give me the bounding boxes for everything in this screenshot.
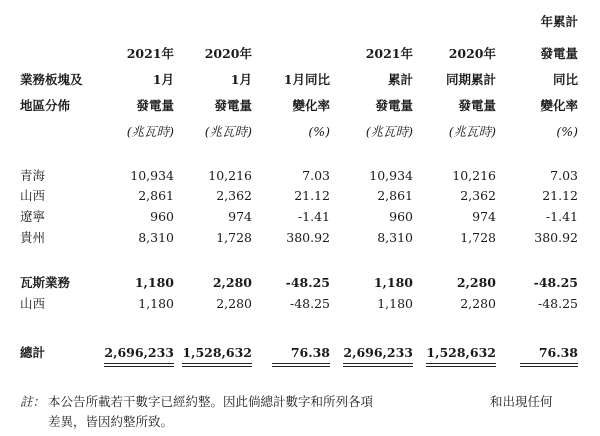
- table-cell: 76.38: [290, 345, 330, 360]
- column-header-6-line-3: 同比: [552, 72, 578, 87]
- table-cell: 7.03: [302, 168, 330, 183]
- table-cell: 76.38: [538, 345, 578, 360]
- column-unit-6: (%): [556, 124, 578, 139]
- column-unit-1: (兆瓦時): [126, 124, 174, 139]
- row-label: 遼寧: [20, 209, 46, 224]
- table-cell: -48.25: [289, 296, 330, 311]
- column-header-5-line-3: 同期累計: [445, 72, 496, 87]
- table-cell: 8,310: [138, 230, 174, 245]
- table-cell: 380.92: [534, 230, 578, 245]
- total-double-rule: [343, 363, 413, 364]
- note-line-1-tail: 和出現任何: [490, 394, 553, 409]
- column-header-3-line-4: 變化率: [292, 98, 330, 113]
- column-unit-5: (兆瓦時): [448, 124, 496, 139]
- column-header-2-line-3: 1月: [230, 72, 252, 87]
- column-header-6-line-1: 年累計: [540, 14, 578, 29]
- row-label: 青海: [20, 168, 46, 183]
- table-cell: 2,861: [377, 188, 413, 203]
- column-header-1-line-4: 發電量: [136, 98, 174, 113]
- total-double-rule: [182, 366, 252, 367]
- table-cell: 1,180: [134, 275, 174, 290]
- table-cell: 974: [228, 209, 252, 224]
- table-cell: 974: [472, 209, 496, 224]
- note-line-1: 本公告所載若干數字已經約整。因此倘總計數字和所列各項: [48, 394, 374, 409]
- table-cell: 2,861: [138, 188, 174, 203]
- table-cell: 10,216: [208, 168, 252, 183]
- column-unit-4: (兆瓦時): [365, 124, 413, 139]
- table-cell: 10,216: [452, 168, 496, 183]
- column-unit-2: (兆瓦時): [204, 124, 252, 139]
- table-cell: 1,728: [460, 230, 496, 245]
- column-header-4-line-2: 2021年: [365, 46, 413, 61]
- table-cell: 2,696,233: [104, 345, 174, 360]
- column-header-4-line-3: 累計: [387, 72, 413, 87]
- column-unit-3: (%): [308, 124, 330, 139]
- table-cell: 1,728: [216, 230, 252, 245]
- table-cell: -48.25: [537, 296, 578, 311]
- total-double-rule: [343, 366, 413, 367]
- total-double-rule: [520, 366, 578, 367]
- column-header-6-line-2: 發電量: [540, 46, 578, 61]
- total-double-rule: [104, 366, 174, 367]
- table-cell: 1,180: [373, 275, 413, 290]
- total-double-rule: [426, 366, 496, 367]
- table-cell: 2,696,233: [343, 345, 413, 360]
- column-header-5-line-4: 發電量: [458, 98, 496, 113]
- header-row-label-line1: 業務板塊及: [20, 72, 83, 87]
- table-cell: 10,934: [130, 168, 174, 183]
- table-cell: 2,280: [212, 275, 252, 290]
- column-header-5-line-2: 2020年: [448, 46, 496, 61]
- table-cell: 960: [150, 209, 174, 224]
- note-label: 註：: [20, 394, 46, 409]
- row-label: 瓦斯業務: [20, 275, 71, 290]
- column-header-6-line-4: 變化率: [540, 98, 578, 113]
- total-double-rule: [182, 363, 252, 364]
- total-double-rule: [104, 363, 174, 364]
- header-row-label-line2: 地區分佈: [20, 98, 71, 113]
- column-header-4-line-4: 發電量: [375, 98, 413, 113]
- table-cell: 10,934: [369, 168, 413, 183]
- row-label: 總計: [20, 345, 46, 360]
- row-label: 山西: [20, 188, 46, 203]
- table-cell: 1,180: [138, 296, 174, 311]
- table-cell: 1,180: [377, 296, 413, 311]
- row-label: 貴州: [20, 230, 46, 245]
- table-cell: 7.03: [550, 168, 578, 183]
- total-double-rule: [272, 366, 330, 367]
- table-cell: 960: [389, 209, 413, 224]
- column-header-2-line-4: 發電量: [214, 98, 252, 113]
- total-double-rule: [520, 363, 578, 364]
- table-cell: 2,280: [456, 275, 496, 290]
- column-header-3-line-3: 1月同比: [283, 72, 330, 87]
- table-cell: 8,310: [377, 230, 413, 245]
- table-cell: 2,280: [460, 296, 496, 311]
- table-cell: -48.25: [285, 275, 330, 290]
- table-cell: 1,528,632: [426, 345, 496, 360]
- table-cell: 21.12: [542, 188, 578, 203]
- total-double-rule: [272, 363, 330, 364]
- table-cell: 21.12: [294, 188, 330, 203]
- table-cell: 1,528,632: [182, 345, 252, 360]
- column-header-2-line-2: 2020年: [204, 46, 252, 61]
- row-label: 山西: [20, 296, 46, 311]
- column-header-1-line-3: 1月: [152, 72, 174, 87]
- note-line-2: 差異，皆因約整所致。: [48, 414, 174, 429]
- table-cell: -1.41: [297, 209, 330, 224]
- table-cell: 2,362: [460, 188, 496, 203]
- table-cell: -1.41: [545, 209, 578, 224]
- total-double-rule: [426, 363, 496, 364]
- table-cell: -48.25: [533, 275, 578, 290]
- table-cell: 2,362: [216, 188, 252, 203]
- table-cell: 2,280: [216, 296, 252, 311]
- column-header-1-line-2: 2021年: [126, 46, 174, 61]
- table-cell: 380.92: [286, 230, 330, 245]
